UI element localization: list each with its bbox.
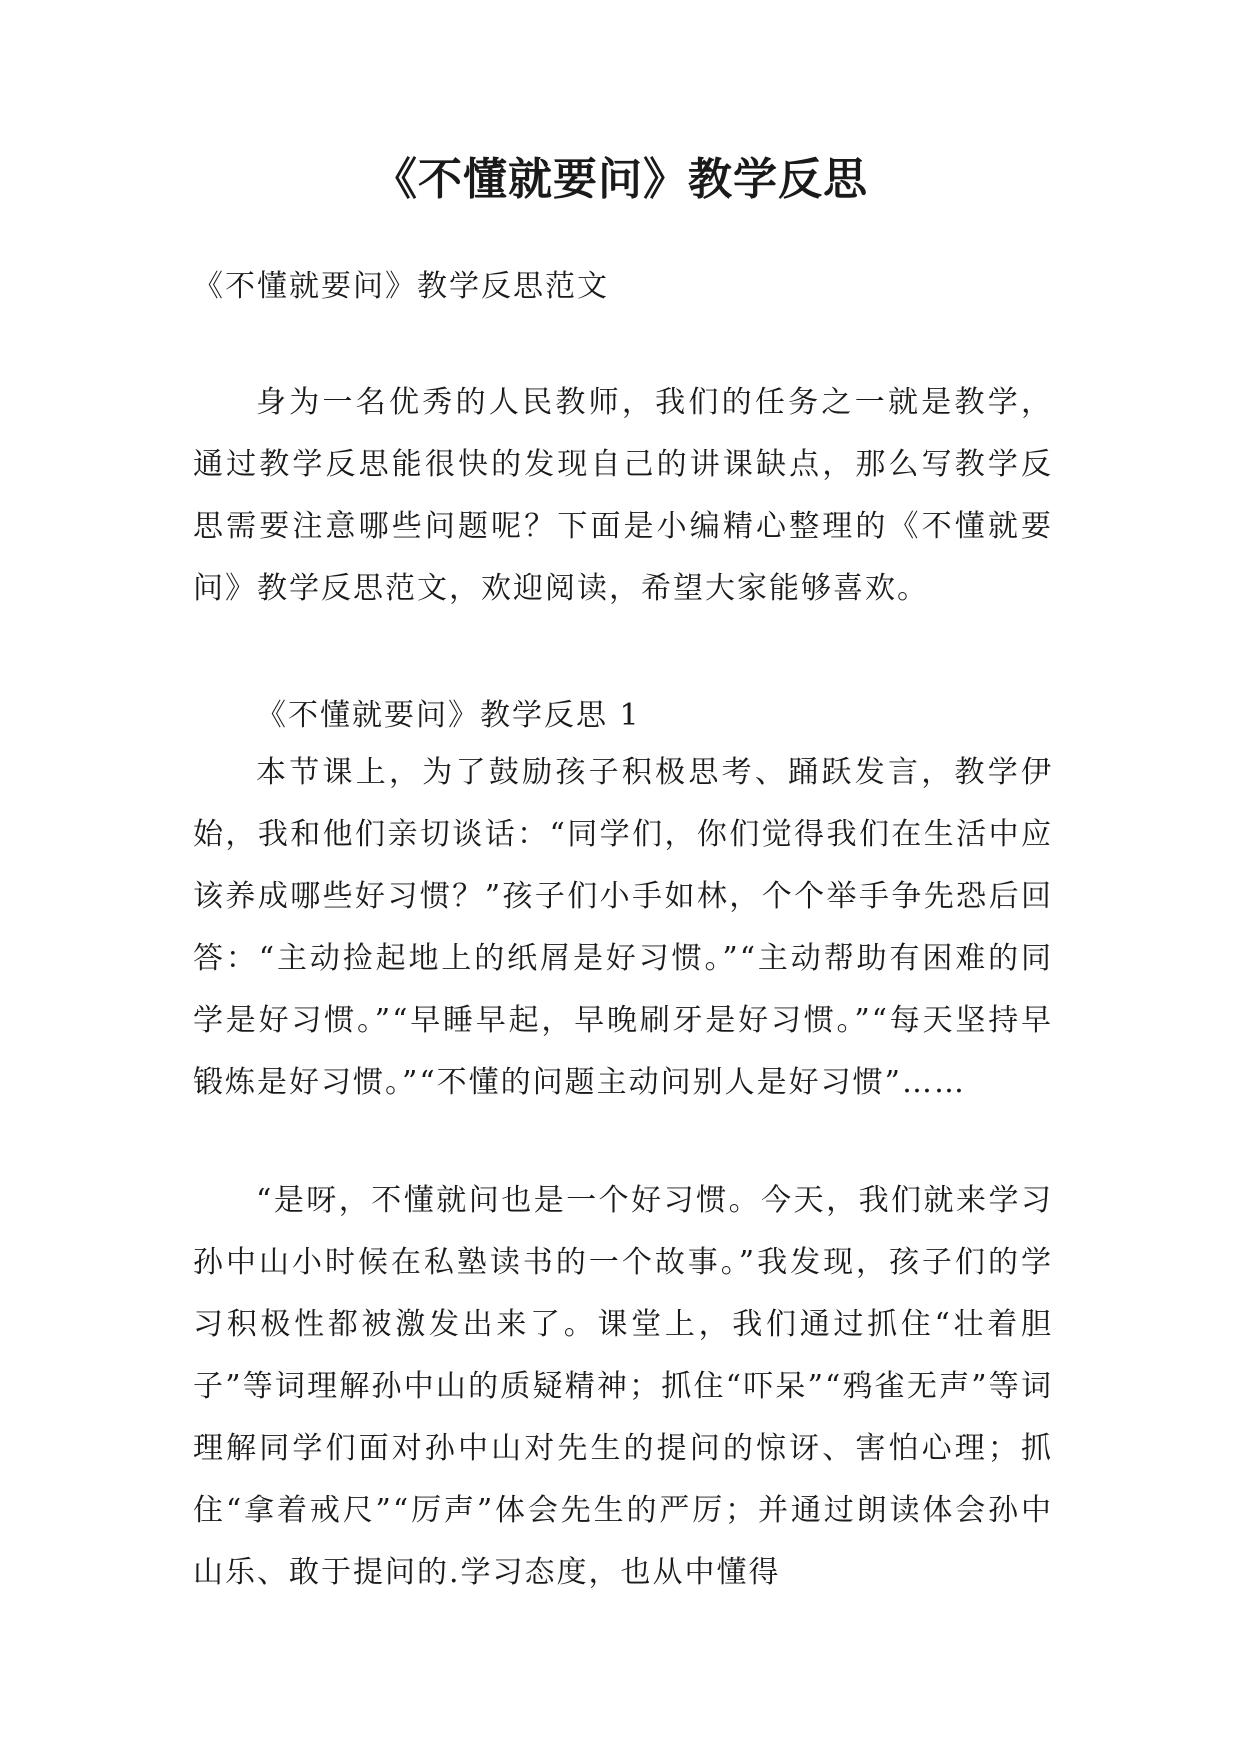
document-title: 《不懂就要问》教学反思	[373, 154, 868, 205]
intro-paragraph: 身为一名优秀的人民教师，我们的任务之一就是教学，通过教学反思能很快的发现自己的讲课缺点，那么写教学反思需要注意哪些问题呢？下面是小编精心整理的《不懂就要问》教学反思范文，欢迎阅读，希望大家能够喜欢。	[193, 385, 1053, 606]
section-heading: 《不懂就要问》教学反思 1	[256, 698, 641, 733]
body-paragraph-1: 本节课上，为了鼓励孩子积极思考、踊跃发言，教学伊始，我和他们亲切谈话：“同学们，你们觉得我们在生活中应该养成哪些好习惯？”孩子们小手如林，个个举手争先恐后回答：“主动捡起地上的纸屑是好习惯。”“主动帮助有困难的同学是好习惯。”“早睡早起，早晚刷牙是好习惯。”“每天坚持早锻炼是好习惯。”“不懂的问题主动问别人是好习惯”……	[193, 755, 1053, 1100]
body-paragraph-2: “是呀，不懂就问也是一个好习惯。今天，我们就来学习孙中山小时候在私塾读书的一个故事。”我发现，孩子们的学习积极性都被激发出来了。课堂上，我们通过抓住“壮着胆子”等词理解孙中山的质疑精神；抓住“吓呆”“鸦雀无声”等词理解同学们面对孙中山对先生的提问的惊讶、害怕心理；抓住“拿着戒尺”“厉声”体会先生的严厉；并通过朗读体会孙中山乐、敢于提问的.学习态度，也从中懂得	[193, 1183, 1053, 1590]
document-subtitle: 《不懂就要问》教学反思范文	[193, 269, 609, 304]
